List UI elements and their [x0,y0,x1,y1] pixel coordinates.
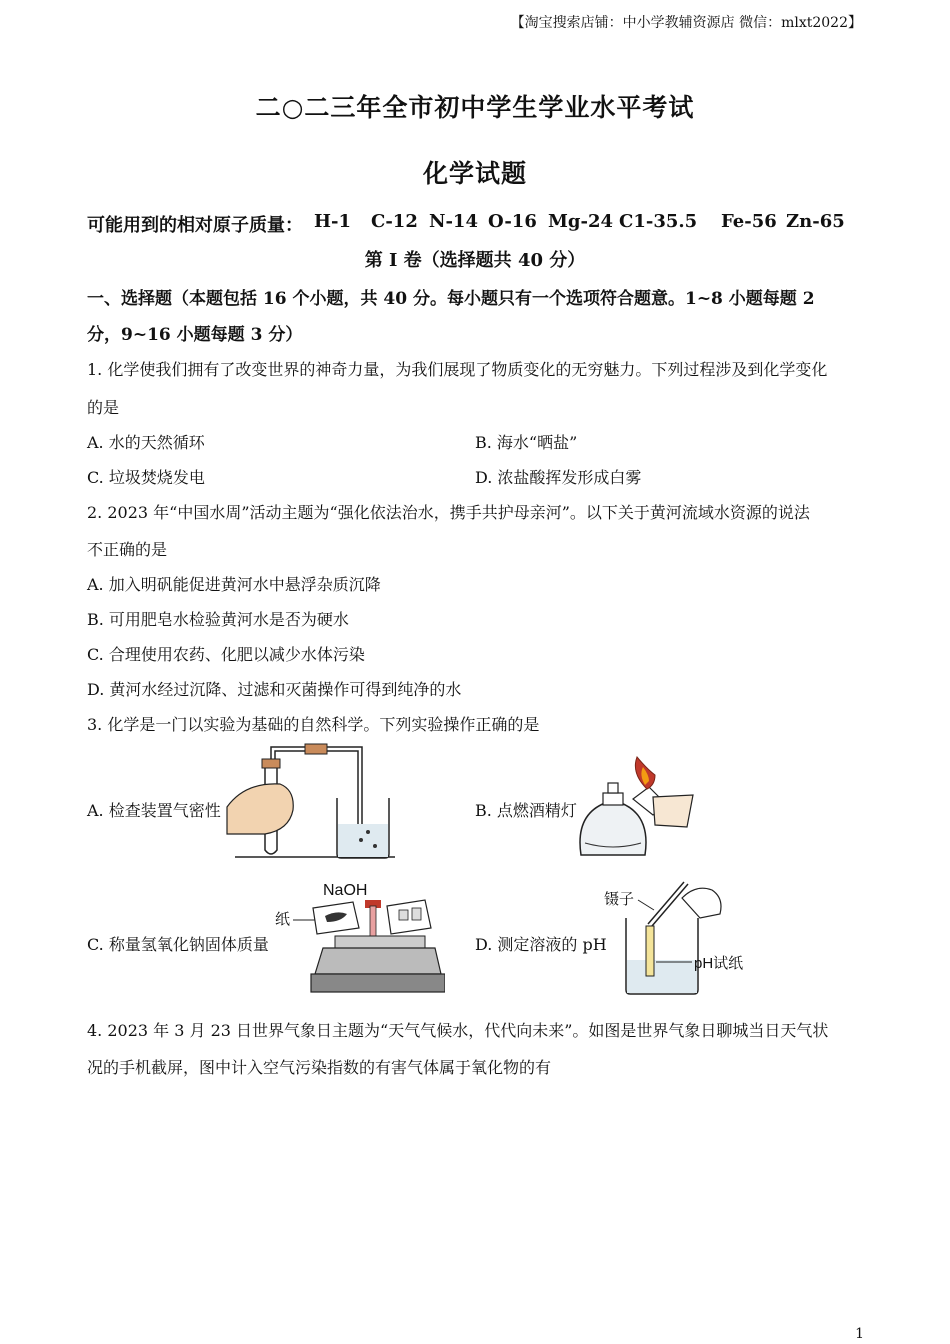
mass-item: N-14 [429,211,478,232]
q2-option-b: B. 可用肥皂水检验黄河水是否为硬水 [87,610,349,629]
q3-option-b: B. 点燃酒精灯 [475,801,577,820]
question-1-stem: 1. 化学使我们拥有了改变世界的神奇力量，为我们展现了物质变化的无穷魅力。下列过程涉及到化学变化 [87,360,828,379]
figure-measure-ph [600,878,770,998]
mass-item: O-16 [488,211,537,232]
question-2-stem: 2. 2023 年“中国水周”活动主题为“强化依法治水，携手共护母亲河”。以下关于黄河流域水资源的说法 [87,503,810,522]
figure-weighing-naoh [275,878,445,998]
label-naoh: NaOH [323,882,368,899]
q1-option-a: A. 水的天然循环 [87,433,205,452]
mass-item: C1-35.5 [619,211,698,232]
exam-subtitle: 化学试题 [422,159,527,188]
header-note: 【淘宝搜索店铺：中小学教辅资源店 微信：mlxt2022】 [510,15,862,31]
exam-title: 二○二三年全市初中学生学业水平考试 [255,93,695,122]
atomic-masses-label: 可能用到的相对原子质量： [87,215,303,236]
section-heading: 一、选择题（本题包括 16 个小题，共 40 分。每小题只有一个选项符合题意。1~8 小题每题 2 [87,289,815,309]
question-1-stem-cont: 的是 [87,398,120,417]
mass-item: Fe-56 [721,211,777,232]
question-2-stem-cont: 不正确的是 [87,540,168,559]
q3-option-c: C. 称量氢氧化钠固体质量 [87,935,269,954]
section-heading-cont: 分，9~16 小题每题 3 分） [87,325,303,345]
q1-option-d: D. 浓盐酸挥发形成白雾 [475,468,642,487]
figure-alcohol-lamp [575,755,700,865]
question-4-stem-cont: 况的手机截屏，图中计入空气污染指数的有害气体属于氧化物的有 [87,1058,552,1077]
q3-option-d: D. 测定溶液的 pH [475,935,607,954]
q2-option-d: D. 黄河水经过沉降、过滤和灭菌操作可得到纯净的水 [87,680,462,699]
label-paper: 纸 [275,911,291,928]
mass-item: C-12 [371,211,418,232]
question-4-stem: 4. 2023 年 3 月 23 日世界气象日主题为“天气气候水，代代向未来”。如图是世界气象日聊城当日天气状 [87,1021,829,1040]
mass-item: H-1 [314,211,352,232]
q1-option-c: C. 垃圾焚烧发电 [87,468,205,487]
atomic-masses [87,211,887,235]
volume-heading: 第 I 卷（选择题共 40 分） [364,250,586,271]
q2-option-c: C. 合理使用农药、化肥以减少水体污染 [87,645,365,664]
label-tweezers: 镊子 [604,891,635,908]
question-3-stem: 3. 化学是一门以实验为基础的自然科学。下列实验操作正确的是 [87,715,540,734]
mass-item: Zn-65 [786,211,845,232]
figure-airtightness-check [225,742,400,862]
q2-option-a: A. 加入明矾能促进黄河水中悬浮杂质沉降 [87,575,381,594]
mass-item: Mg-24 [548,211,614,232]
label-ph-paper: pH试纸 [694,955,744,972]
q3-option-a: A. 检查装置气密性 [87,801,221,820]
page-number: 1 [855,1326,864,1342]
q1-option-b: B. 海水“晒盐” [475,433,578,452]
